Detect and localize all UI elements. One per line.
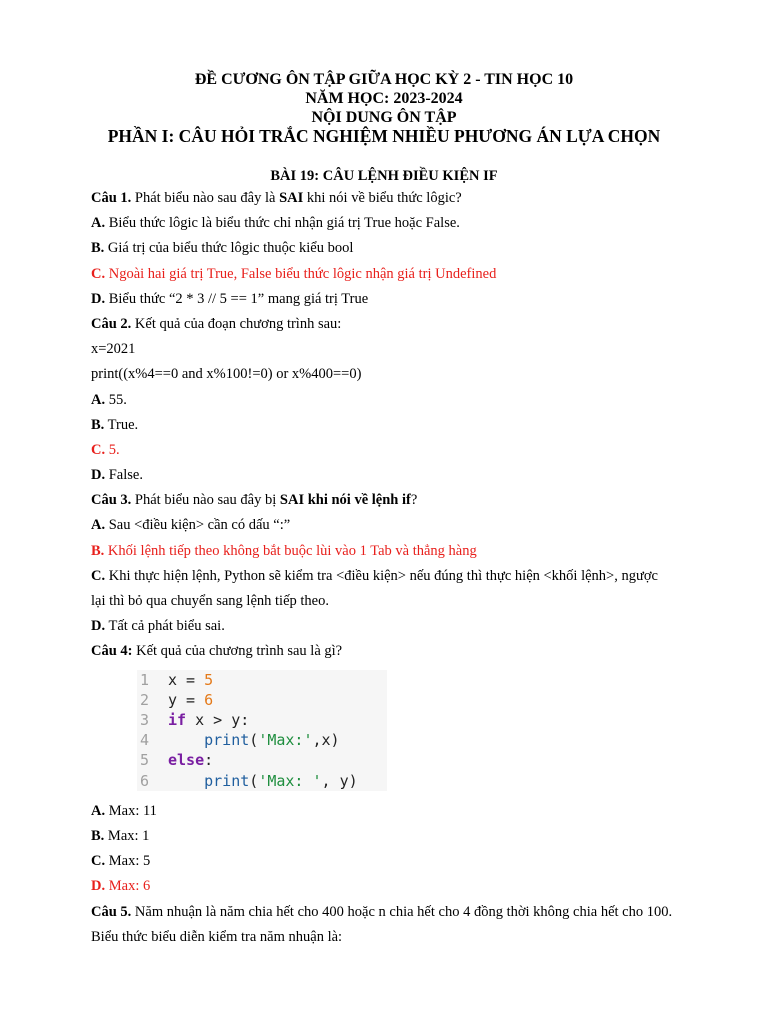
question-4 [91, 639, 718, 664]
option-text: 5. [105, 441, 120, 458]
question-text: Kết quả của đoạn chương trình sau: [131, 315, 342, 332]
option-text: Max: 11 [105, 802, 157, 819]
option-b [91, 236, 718, 261]
question-2 [91, 312, 718, 337]
code-string: 'Max: ' [258, 771, 322, 790]
option-text: False. [105, 467, 143, 484]
code-text: ,x) [312, 731, 340, 750]
question-emphasis: SAI khi nói về lệnh if [279, 492, 411, 509]
part-heading: PHẦN I: CÂU HỎI TRẮC NGHIỆM NHIỀU PHƯƠNG ÁN LỰA CHỌN [107, 126, 661, 146]
question-label: Câu 3. [91, 492, 132, 509]
lesson-heading: BÀI 19: CÂU LỆNH ĐIỀU KIỆN IF [270, 168, 498, 184]
question-label: Câu 5. [91, 903, 132, 920]
option-key: A. [91, 215, 106, 232]
question-3 [91, 488, 718, 513]
question-text: Phát biểu nào sau đây là [131, 190, 280, 206]
option-key: D. [91, 467, 106, 484]
code-text: : [204, 751, 214, 770]
code-keyword: else [168, 751, 205, 770]
option-b-answer [91, 539, 718, 564]
question-label: Câu 1. [91, 190, 132, 206]
code-line: print((x%4==0 and x%100!=0) or x%400==0) [91, 366, 362, 383]
option-d-answer [91, 874, 718, 899]
questions [91, 186, 718, 950]
option-key: C. [91, 567, 106, 584]
option-c [91, 564, 718, 589]
code-number: 5 [204, 670, 214, 689]
review-content-heading: NỘI DUNG ÔN TẬP [311, 109, 457, 126]
code-number: 6 [204, 690, 214, 709]
option-text: True. [104, 416, 139, 433]
option-key: C. [91, 853, 106, 870]
option-b [91, 824, 718, 849]
document-header [0, 0, 768, 146]
option-text: Khi thực hiện lệnh, Python sẽ kiểm tra <điều kiện> nếu đúng thì thực hiện <khối lệnh>, ngược [105, 567, 658, 584]
option-a [91, 388, 718, 413]
code-function: print [204, 771, 250, 790]
code-text: ( [249, 731, 259, 750]
option-text: Tất cả phát biểu sai. [105, 618, 225, 635]
option-text: Max: 5 [105, 853, 151, 870]
question-text: Phát biểu nào sau đây bị [131, 492, 280, 509]
code-string: 'Max:' [258, 731, 313, 750]
option-a [91, 799, 718, 824]
question-emphasis: SAI [279, 190, 304, 206]
line-number: 6 [140, 771, 150, 790]
code-indent [168, 731, 204, 749]
option-text: Sau <điều kiện> cần có dấu “:” [105, 517, 291, 534]
code-row [137, 771, 387, 791]
code-text: ( [249, 771, 259, 790]
code-row [137, 710, 387, 730]
option-key: C. [91, 441, 106, 458]
option-text: 55. [105, 391, 127, 408]
code-text: , y) [321, 771, 358, 790]
code-row [137, 670, 387, 690]
option-d [91, 463, 718, 488]
option-key: B. [91, 240, 105, 257]
option-d [91, 287, 718, 312]
option-key: B. [91, 827, 105, 844]
option-text: Biểu thức “2 * 3 // 5 == 1” mang giá trị True [105, 290, 369, 307]
code-text: x = [168, 670, 205, 689]
line-number: 1 [140, 670, 150, 689]
question-text: Năm nhuận là năm chia hết cho 400 hoặc n chia hết cho 4 đồng thời không chia hết cho 100. [131, 903, 673, 920]
document-title: ĐỀ CƯƠNG ÔN TẬP GIỮA HỌC KỲ 2 - TIN HỌC 10 [194, 71, 574, 88]
code-text: x > y: [186, 710, 250, 729]
option-key: C. [91, 265, 106, 282]
option-a [91, 211, 718, 236]
question-text: khi nói về biểu thức lôgic? [303, 190, 462, 206]
option-text: Max: 1 [104, 827, 150, 844]
code-indent [168, 772, 204, 790]
option-text: Khối lệnh tiếp theo không bắt buộc lùi vào 1 Tab và thẳng hàng [104, 542, 477, 559]
code-function: print [204, 731, 250, 750]
line-number: 5 [140, 751, 150, 770]
code-row [137, 690, 387, 710]
option-text: Ngoài hai giá trị True, False biểu thức lôgic nhận giá trị Undefined [105, 265, 497, 282]
option-b [91, 413, 718, 438]
question-5-continuation: Biểu thức biểu diễn kiểm tra năm nhuận là: [91, 928, 343, 945]
option-key: B. [91, 416, 105, 433]
question-label: Câu 4: [91, 643, 133, 660]
option-key: A. [91, 802, 106, 819]
option-c-answer [91, 262, 718, 287]
option-key: D. [91, 618, 106, 635]
line-number: 4 [140, 731, 150, 750]
option-c-answer [91, 438, 718, 463]
question-text: Kết quả của chương trình sau là gì? [132, 643, 343, 660]
code-keyword: if [168, 710, 187, 729]
option-d [91, 614, 718, 639]
option-key: D. [91, 290, 106, 307]
code-text: y = [168, 690, 205, 709]
option-c-continuation: lại thì bỏ qua chuyển sang lệnh tiếp theo. [91, 593, 329, 609]
school-year: NĂM HỌC: 2023-2024 [305, 90, 463, 107]
option-key: D. [91, 878, 106, 895]
question-label: Câu 2. [91, 315, 132, 332]
question-1 [91, 186, 718, 211]
option-text: Max: 6 [105, 878, 151, 895]
option-text: Biểu thức lôgic là biểu thức chỉ nhận giá trị True hoặc False. [105, 215, 460, 232]
code-block [137, 670, 387, 791]
code-line: x=2021 [91, 341, 136, 358]
option-key: A. [91, 517, 106, 534]
option-key: A. [91, 391, 106, 408]
option-text: Giá trị của biểu thức lôgic thuộc kiểu bool [104, 240, 354, 257]
code-row [137, 730, 387, 750]
question-5 [91, 900, 718, 925]
code-row [137, 750, 387, 770]
line-number: 3 [140, 710, 150, 729]
line-number: 2 [140, 690, 150, 709]
question-text: ? [410, 492, 418, 509]
option-c [91, 849, 718, 874]
option-key: B. [91, 542, 105, 559]
option-a [91, 513, 718, 538]
